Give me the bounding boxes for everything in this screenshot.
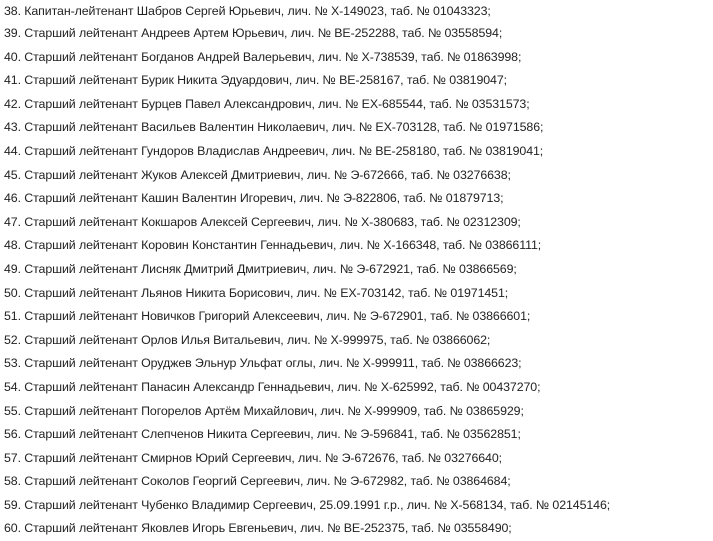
list-item: 53. Старший лейтенант Оруджев Эльнур Ульфат оглы, лич. № Х-999911, таб. № 03866623; — [4, 356, 522, 371]
list-item: 58. Старший лейтенант Соколов Георгий Сергеевич, лич. № Э-672982, таб. № 03864684; — [4, 474, 511, 489]
list-item: 57. Старший лейтенант Смирнов Юрий Сергеевич, лич. № Э-672676, таб. № 03276640; — [4, 450, 502, 465]
list-item: 39. Старший лейтенант Андреев Артем Юрьевич, лич. № ВЕ-252288, таб. № 03558594; — [4, 26, 503, 40]
list-item: 48. Старший лейтенант Коровин Константин Геннадьевич, лич. № Х-166348, таб. № 03866111; — [4, 238, 542, 253]
list-item: 46. Старший лейтенант Кашин Валентин Игоревич, лич. № Э-822806, таб. № 01879713; — [4, 191, 504, 206]
list-item: 59. Старший лейтенант Чубенко Владимир Сергеевич, 25.09.1991 г.р., лич. № Х-568134, таб. № 02145146; — [4, 497, 611, 512]
list-item: 51. Старший лейтенант Новичков Григорий Алексеевич, лич. № Э-672901, таб. № 03866601; — [4, 309, 531, 324]
list-item: 44. Старший лейтенант Гундоров Владислав Андреевич, лич. № ВЕ-258180, таб. № 03819041; — [4, 143, 544, 158]
list-item: 54. Старший лейтенант Панасин Александр Геннадьевич, лич. № Х-625992, таб. № 00437270; — [4, 379, 541, 394]
list-item: 42. Старший лейтенант Бурцев Павел Александрович, лич. № ЕХ-685544, таб. № 03531573; — [4, 96, 530, 111]
list-item: 45. Старший лейтенант Жуков Алексей Дмитриевич, лич. № Э-672666, таб. № 03276638; — [4, 167, 511, 182]
list-item: 47. Старший лейтенант Кокшаров Алексей Сергеевич, лич. № Х-380683, таб. № 02312309; — [4, 214, 521, 229]
list-item: 41. Старший лейтенант Бурик Никита Эдуардович, лич. № ВЕ-258167, таб. № 03819047; — [4, 73, 507, 88]
list-item: 43. Старший лейтенант Васильев Валентин Николаевич, лич. № ЕХ-703128, таб. № 01971586; — [4, 120, 544, 135]
list-item: 56. Старший лейтенант Слепченов Никита Сергеевич, лич. № Э-596841, таб. № 03562851; — [4, 427, 521, 442]
list-item: 38. Капитан-лейтенант Шабров Сергей Юрьевич, лич. № Х-149023, таб. № 01043323; — [4, 4, 491, 18]
list-item: 50. Старший лейтенант Льянов Никита Борисович, лич. № ЕХ-703142, таб. № 01971451; — [4, 285, 509, 300]
list-item: 55. Старший лейтенант Погорелов Артём Михайлович, лич. № Х-999909, таб. № 03865929; — [4, 403, 524, 418]
list-item: 52. Старший лейтенант Орлов Илья Витальевич, лич. № Х-999975, таб. № 03866062; — [4, 332, 491, 347]
list-item: 60. Старший лейтенант Яковлев Игорь Евгеньевич, лич. № ВЕ-252375, таб. № 03558490; — [4, 521, 512, 536]
list-item: 40. Старший лейтенант Богданов Андрей Валерьевич, лич. № Х-738539, таб. № 01863998; — [4, 49, 522, 64]
list-item: 49. Старший лейтенант Лисняк Дмитрий Дмитриевич, лич. № Э-672921, таб. № 03866569; — [4, 261, 517, 276]
